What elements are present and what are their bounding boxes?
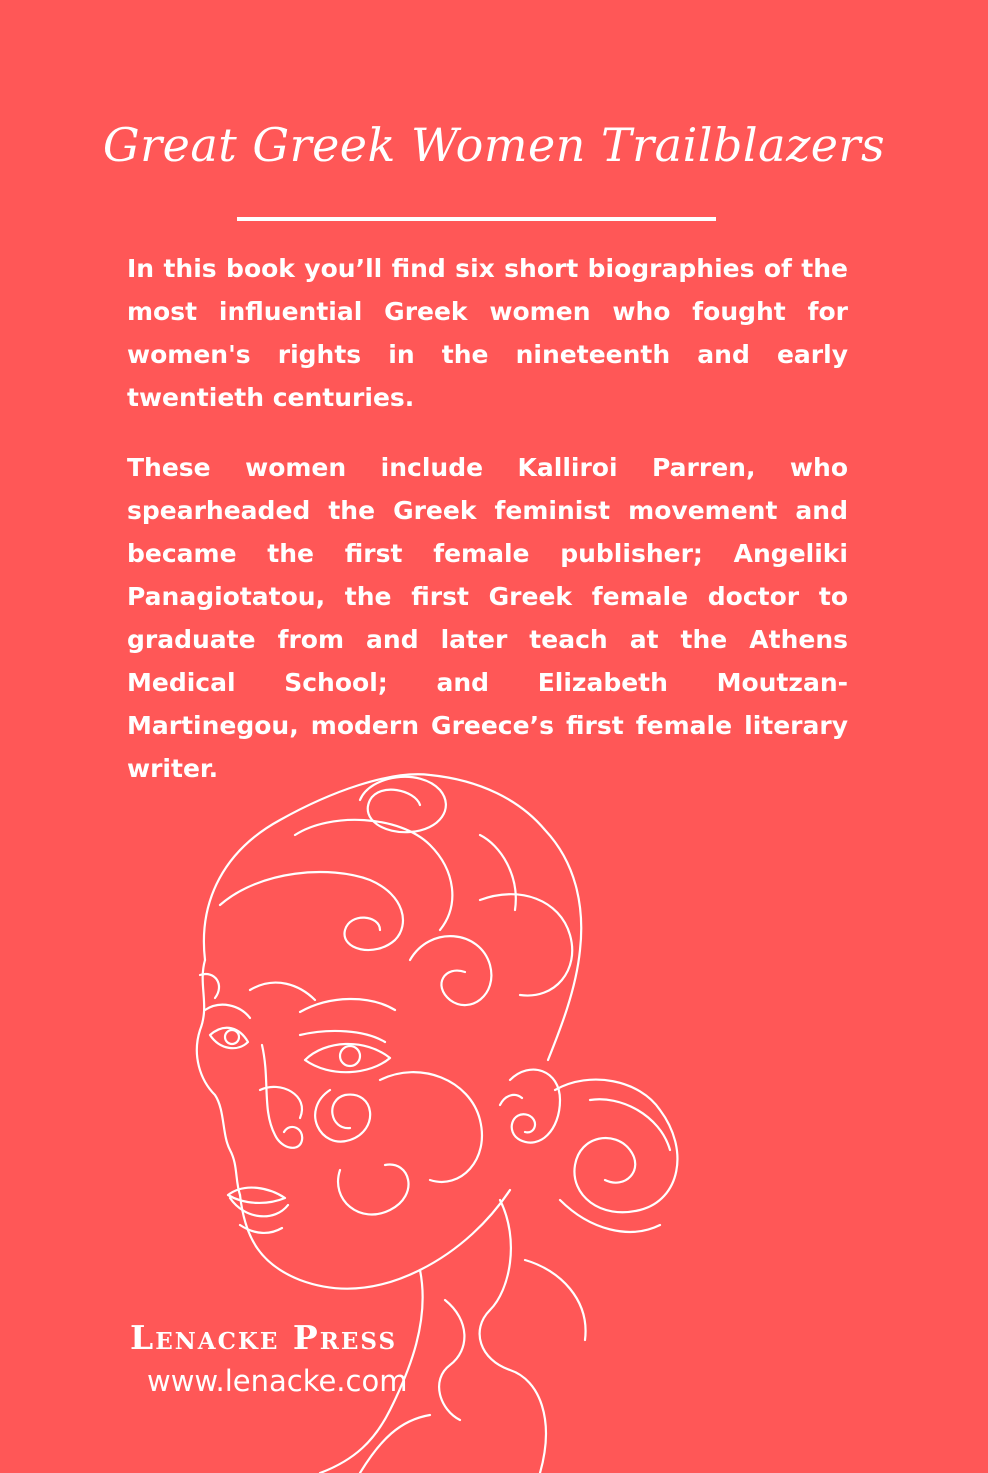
publisher-name: Lenacke Press bbox=[130, 1318, 398, 1357]
title-divider bbox=[237, 217, 716, 221]
book-title: Great Greek Women Trailblazers bbox=[102, 118, 886, 172]
publisher-website: www.lenacke.com bbox=[147, 1364, 408, 1398]
blurb-paragraph-2: These women include Kalliroi Parren, who spearheaded the Greek feminist movement and became the first female publisher; Angeliki Panagiotatou, the first Greek female doctor to graduate from and later teach at the Athens Medical School; and Elizabeth Moutzan-Martinegou, modern Greece’s first female literary writer. bbox=[127, 453, 848, 783]
blurb-paragraph-1: In this book you’ll find six short biographies of the most influential Greek women who fought for women's rights in the nineteenth and early twentieth centuries. bbox=[127, 254, 848, 412]
